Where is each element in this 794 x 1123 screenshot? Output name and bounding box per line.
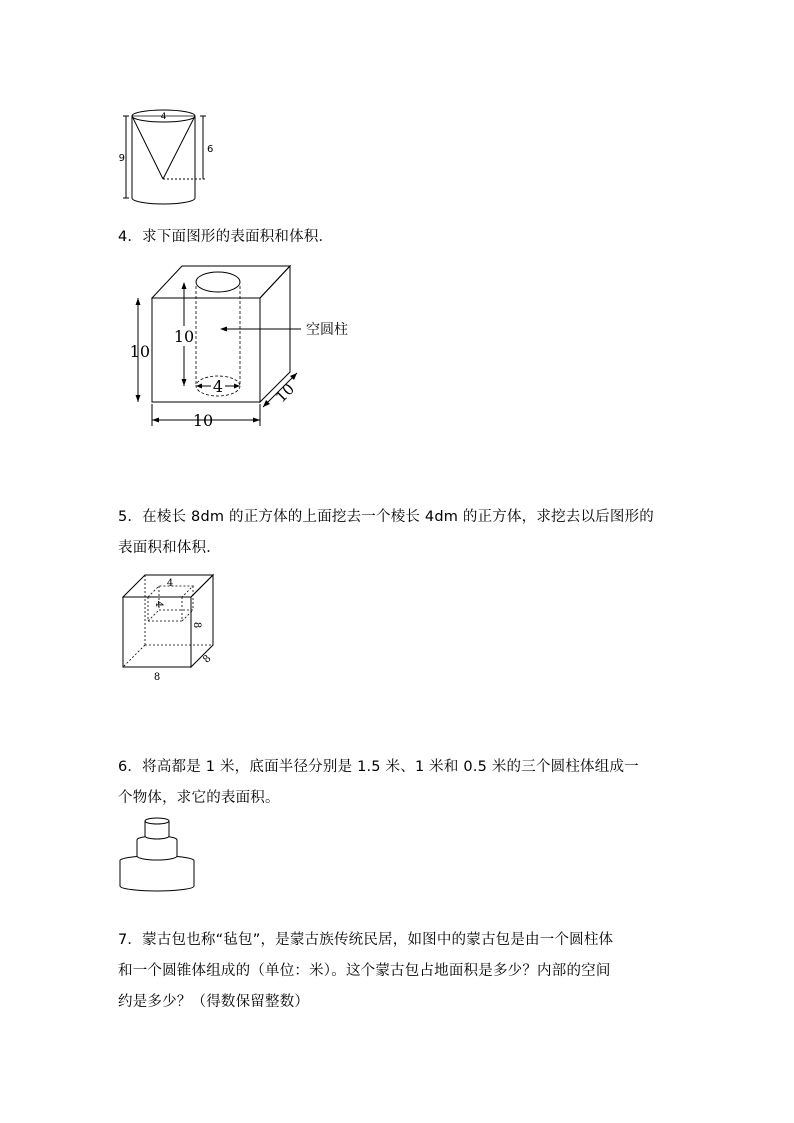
cylinder-cone-figure [115,105,220,210]
question-5-line-2: 表面积和体积． [118,540,221,556]
question-5 [118,502,688,564]
question-6 [118,752,688,814]
hollow-cylinder-label: 空圆柱 [306,322,348,338]
depth-label: 10 [271,379,299,407]
outer-depth-label-5: 8 [201,653,214,666]
question-4-text: 4．求下面图形的表面积和体积． [118,229,334,245]
question-6-line-1: 6．将高都是 1 米，底面半径分别是 1.5 米、1 米和 0.5 米的三个圆柱体组成一 [118,759,639,775]
question-4 [118,222,688,253]
cube-with-hole-figure [125,258,365,438]
stacked-cylinders-figure [116,814,198,894]
cube-with-cut-figure [118,570,228,685]
outer-width-label: 10 [192,411,214,430]
inner-side-label: 4 [153,600,164,608]
question-7-line-2: 和一个圆锥体组成的（单位：米）。这个蒙古包占地面积是多少？内部的空间 [118,963,611,979]
fig3-diameter-label: 4 [160,112,167,122]
outer-height-label-5: 8 [191,621,202,629]
outer-height-label: 10 [129,342,150,361]
question-5-line-1: 5．在棱长 8dm 的正方体的上面挖去一个棱长 4dm 的正方体，求挖去以后图形的 [118,509,654,525]
hole-diameter-label: 4 [212,377,224,396]
inner-top-label: 4 [166,578,174,589]
fig3-cone-height-label: 6 [207,144,214,155]
outer-width-label-5: 8 [153,672,161,683]
question-7-line-3: 约是多少？（得数保留整数） [118,994,310,1010]
question-7 [118,925,688,1018]
hole-height-label: 10 [173,327,195,346]
question-7-line-1: 7．蒙古包也称“毡包”，是蒙古族传统民居，如图中的蒙古包是由一个圆柱体 [118,932,614,948]
fig3-height-label: 9 [118,153,125,164]
question-6-line-2: 个物体，求它的表面积。 [118,790,280,806]
